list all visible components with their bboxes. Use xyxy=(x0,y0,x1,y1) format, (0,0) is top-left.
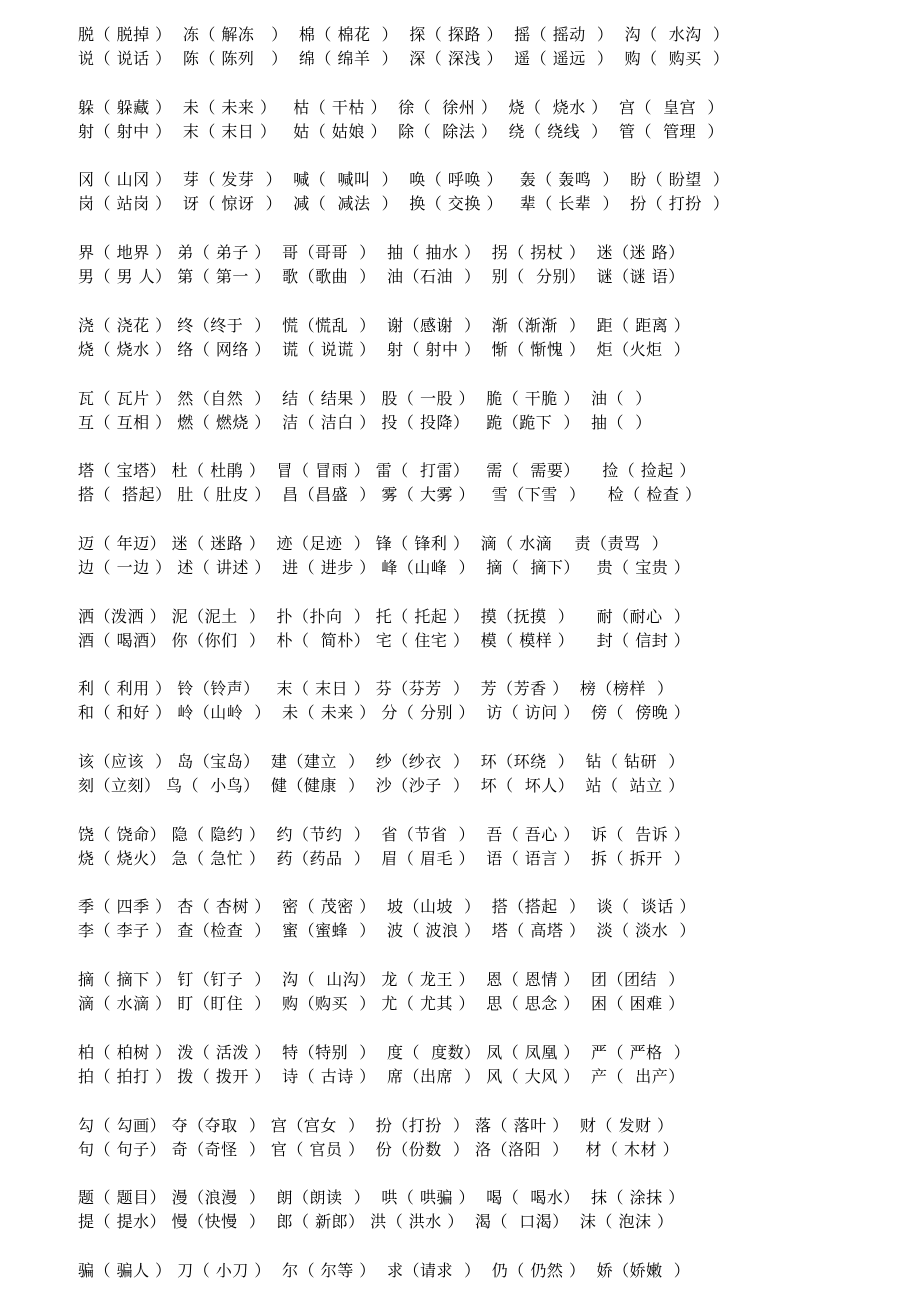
word-row-bottom: 拍（ 拍打 ） 拨（ 拨开 ） 诗（ 古诗 ） 席（出席 ） 风（ 大风 ） 产（ 出产） xyxy=(78,1067,685,1086)
word-row-top: 勾（ 勾画） 夺（夺取 ） 宫（宫女 ） 扮（打扮 ） 落（ 落叶 ） 财（ 发财 ） xyxy=(78,1116,674,1135)
word-row-top: 摘（ 摘下 ） 钉（钉子 ） 沟（ 山沟） 龙（ 龙王 ） 恩（ 恩情 ） 团（团结 ） xyxy=(78,970,685,989)
word-row-top: 塔（ 宝塔） 杜（ 杜鹃 ） 冒（ 冒雨 ） 雷（ 打雷） 需（ 需要） 捡（ 捡起 ） xyxy=(78,461,696,480)
word-row-top: 饶（ 饶命） 隐（ 隐约 ） 约（节约 ） 省（节省 ） 吾（ 吾心 ） 诉（ 告诉 ） xyxy=(78,825,691,844)
word-row-bottom: 射（ 射中 ） 末（ 末日 ） 姑（ 姑娘 ） 除（ 除法 ） 绕（ 绕线 ） 管（ 管理 ） xyxy=(78,122,724,141)
word-row-bottom: 岗（ 站岗 ） 讶（ 惊讶 ） 减（ 减法 ） 换（ 交换 ） 辈（ 长辈 ） 扮（ 打扮 ） xyxy=(78,194,730,213)
word-row-top: 题（ 题目） 漫（浪漫 ） 朗（朗读 ） 哄（ 哄骗 ） 喝（ 喝水） 抹（ 涂抹 ） xyxy=(78,1188,685,1207)
word-row-top: 浇（ 浇花 ） 终（终于 ） 慌（慌乱 ） 谢（感谢 ） 渐（渐渐 ） 距（ 距离 ） xyxy=(78,316,691,335)
word-row-top: 脱（ 脱掉 ） 冻（ 解冻 ） 棉（ 棉花 ） 探（ 探路 ） 摇（ 摇动 ） 沟（ 水沟 ） xyxy=(78,25,730,44)
word-row-top: 躲（ 躲藏 ） 未（ 未来 ） 枯（ 干枯 ） 徐（ 徐州 ） 烧（ 烧水 ） 宫（ 皇宫 ） xyxy=(78,98,724,117)
word-row-bottom: 烧（ 烧火） 急（ 急忙 ） 药（药品 ） 眉（ 眉毛 ） 语（ 语言 ） 拆（ 拆开 ） xyxy=(78,849,691,868)
word-row-bottom: 男（ 男 人） 第（ 第一 ） 歌（歌曲 ） 油（石油 ） 别（ 分别） 谜（谜 语） xyxy=(78,267,685,286)
word-row-top: 洒（泼洒 ） 泥（泥土 ） 扑（扑向 ） 托（ 托起 ） 摸（抚摸 ） 耐（耐心 ） xyxy=(78,607,691,626)
word-row-top: 柏（ 柏树 ） 泼（ 活泼 ） 特（特别 ） 度（ 度数） 凤（ 凤凰 ） 严（ 严格 ） xyxy=(78,1043,691,1062)
word-row-top: 骗（ 骗人 ） 刀（ 小刀 ） 尔（ 尔等 ） 求（请求 ） 仍（ 仍然 ） 娇（娇嫩 ） xyxy=(78,1261,691,1280)
word-row-bottom: 边（ 一边 ） 述（ 讲述 ） 进（ 进步 ） 峰（山峰 ） 摘（ 摘下） 贵（ 宝贵 ） xyxy=(78,558,691,577)
word-row-bottom: 李（ 李子 ） 查（检查 ） 蜜（蜜蜂 ） 波（ 波浪 ） 塔（ 高塔 ） 淡（ 淡水 ） xyxy=(78,921,696,940)
word-row-bottom: 互（ 互相 ） 燃（ 燃烧 ） 洁（ 洁白 ） 投（ 投降） 跪（跪下 ） 抽（ ） xyxy=(78,413,652,432)
word-row-top: 瓦（ 瓦片 ） 然（自然 ） 结（ 结果 ） 股（ 一股 ） 脆（ 干脆 ） 油（ ） xyxy=(78,389,652,408)
word-row-bottom: 滴（ 水滴 ） 盯（盯住 ） 购（购买 ） 尤（ 尤其 ） 思（ 思念 ） 困（ 困难 ） xyxy=(78,994,685,1013)
word-row-bottom: 和（ 和好 ） 岭（山岭 ） 未（ 未来 ） 分（ 分别 ） 访（ 访问 ） 傍（ 傍晚 ） xyxy=(78,703,691,722)
word-row-bottom: 酒（ 喝酒） 你（你们 ） 朴（ 简朴） 宅（ 住宅 ） 模（ 模样 ） 封（ 信封 ） xyxy=(78,631,691,650)
word-row-bottom: 说（ 说话 ） 陈（ 陈列 ） 绵（ 绵羊 ） 深（ 深浅 ） 遥（ 遥远 ） 购（ 购买 ） xyxy=(78,49,730,68)
word-row-top: 该（应该 ） 岛（宝岛） 建（建立 ） 纱（纱衣 ） 环（环绕 ） 钻（ 钻研 ） xyxy=(78,752,685,771)
word-row-bottom: 搭（ 搭起） 肚（ 肚皮 ） 昌（昌盛 ） 雾（ 大雾 ） 雪（下雪 ） 检（ 检查 ） xyxy=(78,485,702,504)
word-row-bottom: 句（ 句子） 奇（奇怪 ） 官（ 官员 ） 份（份数 ） 洛（洛阳 ） 材（ 木材 ） xyxy=(78,1140,680,1159)
word-row-bottom: 提（ 提水） 慢（快慢 ） 郎（ 新郎） 洪（ 洪水 ） 渴（ 口渴） 沫（ 泡沫 ） xyxy=(78,1212,674,1231)
word-row-top: 迈（ 年迈） 迷（ 迷路 ） 迹（足迹 ） 锋（ 锋利 ） 滴（ 水滴 责（责骂 ） xyxy=(78,534,669,553)
word-row-top: 季（ 四季 ） 杏（ 杏树 ） 密（ 茂密 ） 坡（山坡 ） 搭（搭起 ） 谈（ 谈话 ） xyxy=(78,897,696,916)
word-row-bottom: 烧（ 烧水 ） 络（ 网络 ） 谎（ 说谎 ） 射（ 射中 ） 惭（ 惭愧 ） 炬（火炬 ） xyxy=(78,340,691,359)
word-row-bottom: 刻（立刻） 鸟（ 小鸟） 健（健康 ） 沙（沙子 ） 坏（ 坏人） 站（ 站立 ） xyxy=(78,776,685,795)
word-row-top: 界（ 地界 ） 弟（ 弟子 ） 哥（哥哥 ） 抽（ 抽水 ） 拐（ 拐杖 ） 迷（迷 路） xyxy=(78,243,685,262)
word-row-top: 利（ 利用 ） 铃（铃声） 末（ 末日 ） 芬（芬芳 ） 芳（芳香 ） 榜（榜样 ） xyxy=(78,679,674,698)
word-row-top: 冈（ 山冈 ） 芽（ 发芽 ） 喊（ 喊叫 ） 唤（ 呼唤 ） 轰（ 轰鸣 ） 盼（ 盼望 ） xyxy=(78,170,730,189)
